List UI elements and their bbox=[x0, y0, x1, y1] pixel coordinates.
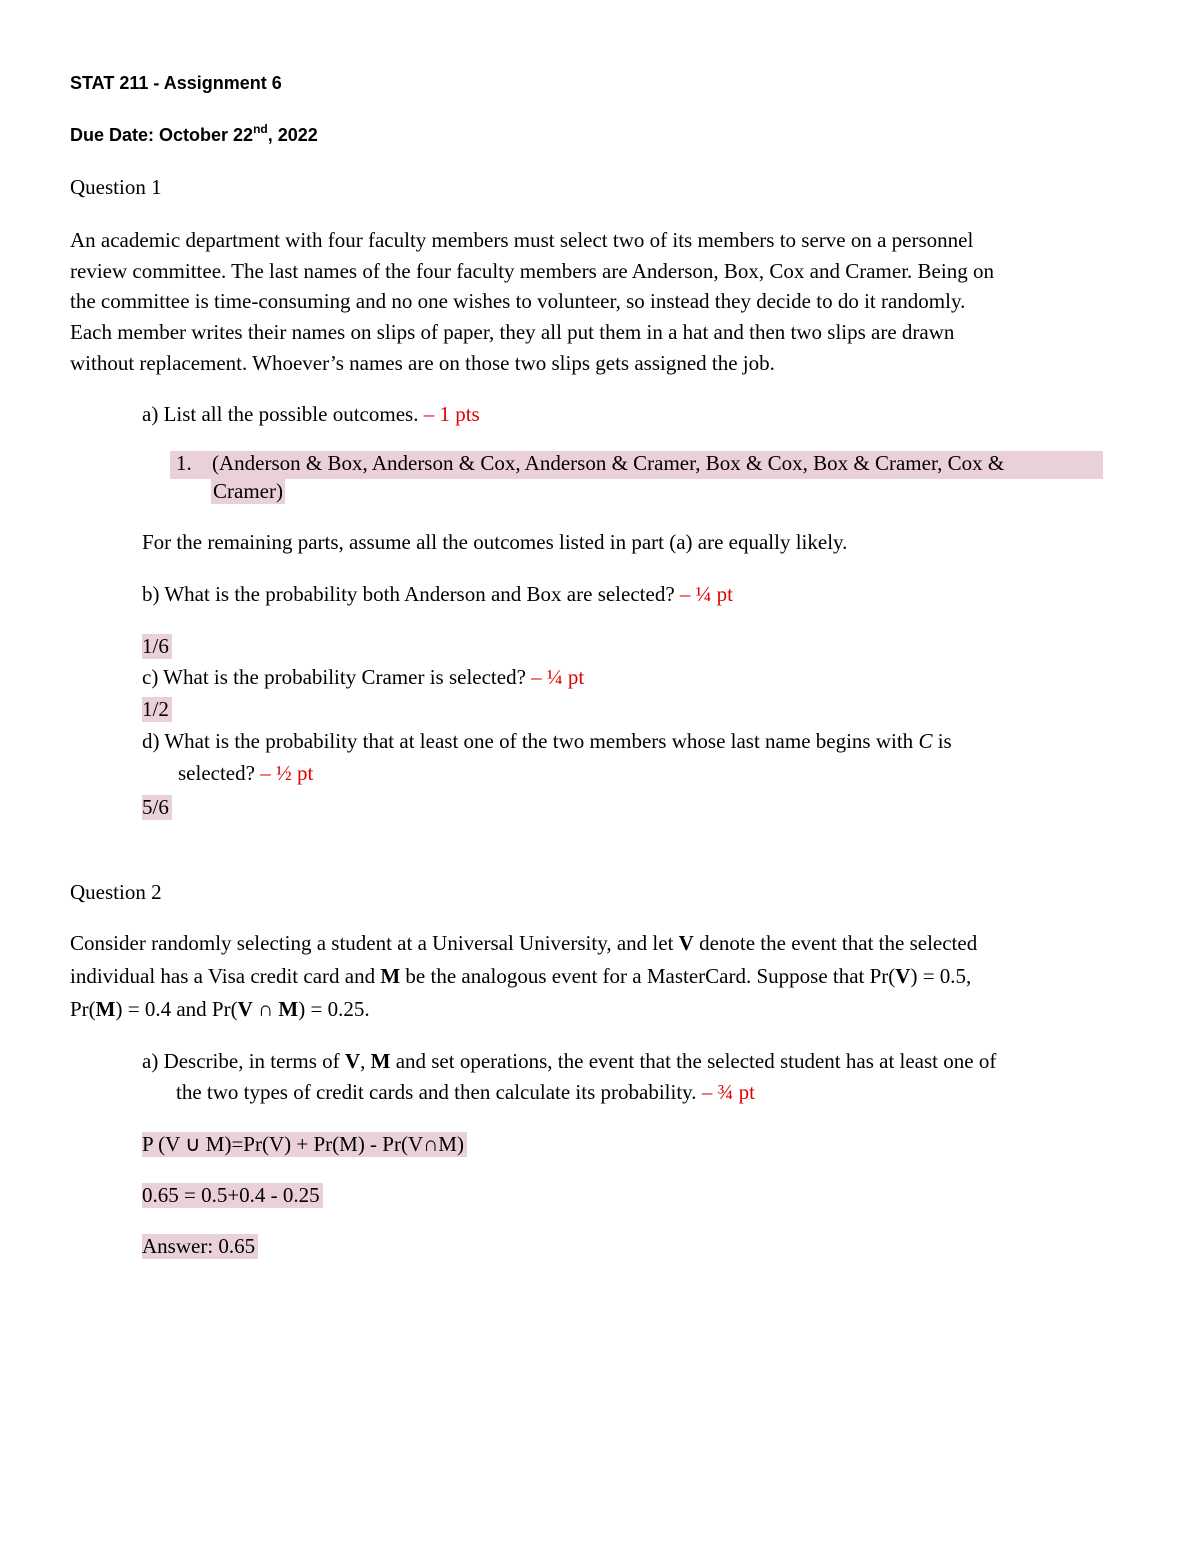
question-1d-text: d) What is the probability that at least one of the two members whose last name begins with bbox=[142, 729, 919, 753]
question-1c bbox=[142, 665, 584, 690]
question-2-text: Consider randomly selecting a student at a Universal University, and let bbox=[70, 931, 679, 955]
question-2-text: ) = 0.25. bbox=[298, 997, 370, 1021]
question-2-text: individual has a Visa credit card and bbox=[70, 964, 381, 988]
question-2-text: ) = 0.4 and Pr( bbox=[115, 997, 238, 1021]
question-2-heading: Question 2 bbox=[70, 880, 162, 904]
question-1-heading: Question 1 bbox=[70, 175, 162, 199]
question-1b-points: – ¼ pt bbox=[679, 582, 733, 606]
event-m: M bbox=[370, 1049, 391, 1073]
question-1a-points: – 1 pts bbox=[423, 402, 480, 426]
event-m: M bbox=[380, 964, 401, 988]
event-v: V bbox=[237, 997, 253, 1021]
question-1a bbox=[142, 402, 480, 427]
due-date-year: , 2022 bbox=[267, 125, 318, 145]
question-1-text-line: review committee. The last names of the four faculty members are Anderson, Box, Cox and Cramer. Being on bbox=[70, 259, 994, 283]
question-1c-text: c) What is the probability Cramer is selected? bbox=[142, 665, 532, 689]
answer-2a-result: Answer: 0.65 bbox=[142, 1234, 258, 1259]
answer-1b: 1/6 bbox=[142, 634, 172, 659]
question-2-text: Pr( bbox=[70, 997, 96, 1021]
question-1b bbox=[142, 582, 733, 607]
answer-1a-number: 1. bbox=[176, 451, 192, 475]
event-v: V bbox=[895, 964, 911, 988]
question-2-text-line bbox=[70, 964, 971, 989]
question-2-text-line bbox=[70, 997, 370, 1022]
event-m: M bbox=[95, 997, 116, 1021]
question-1d-line-2 bbox=[178, 761, 313, 786]
question-2a-points: – ¾ pt bbox=[701, 1080, 755, 1104]
event-m: M bbox=[278, 997, 299, 1021]
event-v: V bbox=[344, 1049, 361, 1073]
answer-1a-line-1 bbox=[170, 451, 1103, 479]
question-1d-variable: C bbox=[918, 729, 933, 753]
question-1d bbox=[142, 729, 952, 754]
assignment-title: STAT 211 - Assignment 6 bbox=[70, 73, 282, 93]
question-1-text-line: Each member writes their names on slips of paper, they all put them in a hat and then two slips are drawn bbox=[70, 320, 955, 344]
assumption-text: For the remaining parts, assume all the outcomes listed in part (a) are equally likely. bbox=[142, 530, 848, 554]
answer-1c: 1/2 bbox=[142, 697, 172, 722]
question-2-text-line bbox=[70, 931, 977, 956]
answer-1d: 5/6 bbox=[142, 795, 172, 820]
question-1-text-line: the committee is time-consuming and no one wishes to volunteer, so instead they decide to do it randomly. bbox=[70, 289, 966, 313]
question-1d-points: – ½ pt bbox=[260, 761, 314, 785]
due-date-text: Due Date: October 22 bbox=[70, 125, 254, 145]
question-2a-text: and set operations, the event that the selected student has at least one of bbox=[390, 1049, 997, 1073]
answer-1a-line-2: Cramer) bbox=[213, 479, 283, 503]
question-2a-text: , bbox=[360, 1049, 371, 1073]
answer-2a-formula: P (V ∪ M)=Pr(V) + Pr(M) - Pr(V∩M) bbox=[142, 1132, 467, 1157]
question-1c-points: – ¼ pt bbox=[531, 665, 585, 689]
question-1d-text-end: is bbox=[932, 729, 952, 753]
question-1b-text: b) What is the probability both Anderson and Box are selected? bbox=[142, 582, 680, 606]
question-1-text-line: without replacement. Whoever’s names are on those two slips gets assigned the job. bbox=[70, 351, 775, 375]
question-2a-text-line-2: the two types of credit cards and then calculate its probability. bbox=[176, 1080, 702, 1104]
question-2-text: be the analogous event for a MasterCard. Suppose that Pr( bbox=[400, 964, 896, 988]
answer-1a-text: (Anderson & Box, Anderson & Cox, Anderson & Cramer, Box & Cox, Box & Cramer, Cox & bbox=[212, 451, 1005, 475]
answer-2a-calculation: 0.65 = 0.5+0.4 - 0.25 bbox=[142, 1183, 323, 1208]
question-2-text: denote the event that the selected bbox=[693, 931, 978, 955]
intersection-symbol: ∩ bbox=[252, 997, 279, 1021]
question-1-text-line: An academic department with four faculty members must select two of its members to serve on a personnel bbox=[70, 228, 974, 252]
question-1d-text-line-2: selected? bbox=[178, 761, 261, 785]
question-2-text: ) = 0.5, bbox=[910, 964, 972, 988]
due-date-superscript: nd bbox=[253, 122, 268, 136]
question-2a-line-2 bbox=[176, 1080, 755, 1105]
due-date bbox=[70, 122, 318, 146]
question-2a-text: a) Describe, in terms of bbox=[142, 1049, 345, 1073]
question-2a bbox=[142, 1049, 996, 1074]
event-v: V bbox=[678, 931, 694, 955]
question-1a-text: a) List all the possible outcomes. bbox=[142, 402, 424, 426]
